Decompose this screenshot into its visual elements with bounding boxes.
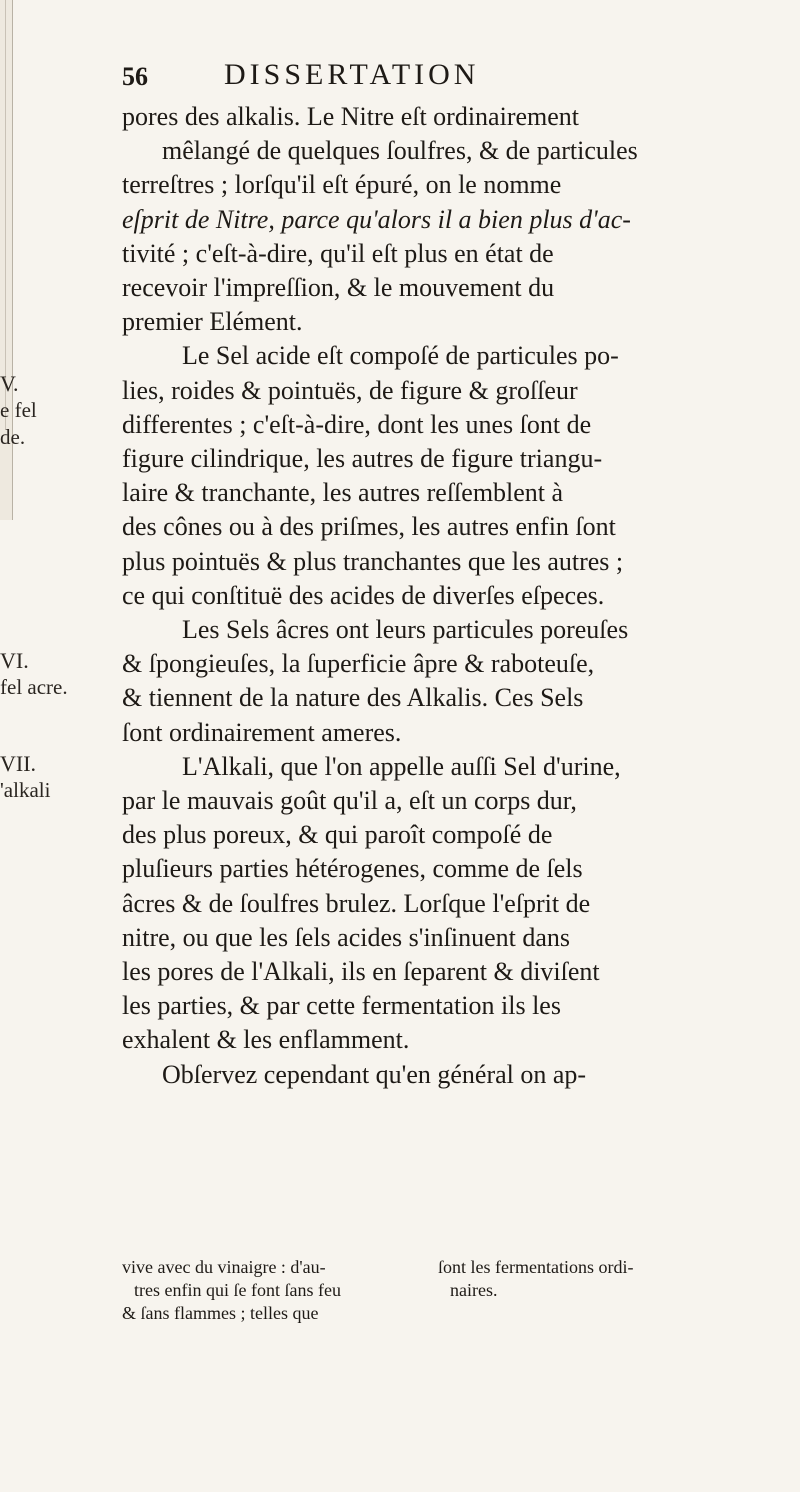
text-line: premier Elément. [122, 307, 303, 337]
margin-note-vii [0, 750, 100, 804]
text-line: Les Sels âcres ont leurs particules poreuſes [182, 615, 629, 645]
text-line: ſont ordinairement ameres. [122, 717, 402, 747]
footnote-row [122, 1279, 772, 1302]
footnote-right-line: ſont les fermentations ordi- [438, 1257, 634, 1277]
text-line: Le Sel acide eſt compoſé de particules po- [182, 341, 619, 371]
margin-note-vi [0, 647, 100, 701]
text-line: pores des alkalis. Le Nitre eſt ordinairement [122, 102, 580, 131]
text-line: recevoir l'impreſſion, & le mouvement du [122, 273, 555, 303]
running-title: DISSERTATION [224, 58, 480, 91]
margin-note-line: e fel [0, 398, 37, 422]
text-line: les parties, & par cette fermentation ils les [122, 991, 561, 1021]
text-line: eſprit de Nitre, parce qu'alors il a bien plus d'ac- [122, 204, 631, 234]
text-line: plus pointuës & plus tranchantes que les autres ; [122, 546, 624, 576]
margin-note-line: de. [0, 425, 26, 449]
footnote-left-line: & ſans flammes ; telles que [122, 1303, 319, 1323]
footnote-left-line: tres enfin qui ſe font ſans feu [134, 1280, 341, 1300]
page-edge-line [5, 0, 6, 430]
text-line: exhalent & les enflamment. [122, 1025, 410, 1055]
text-line: mêlangé de quelques ſoulfres, & de particules [162, 136, 638, 166]
margin-note-number: V. [0, 371, 19, 396]
text-line: L'Alkali, que l'on appelle auſſi Sel d'urine, [182, 751, 621, 781]
footnote-row [122, 1256, 772, 1279]
text-line: âcres & de ſoulfres brulez. Lorſque l'eſprit de [122, 888, 591, 918]
footnote-left-line: vive avec du vinaigre : d'au- [122, 1257, 326, 1277]
margin-note-line: 'alkali [0, 778, 51, 802]
footnotes [122, 1256, 772, 1325]
body-text [122, 100, 772, 1092]
text-line: par le mauvais goût qu'il a, eſt un corps dur, [122, 786, 577, 816]
page-header [122, 58, 772, 102]
text-line: ce qui conſtituë des acides de diverſes eſpeces. [122, 580, 605, 610]
page-number: 56 [122, 62, 148, 91]
margin-note-number: VII. [0, 751, 37, 776]
text-line: differentes ; c'eſt-à-dire, dont les unes ſont de [122, 409, 592, 439]
footnote-right-line: naires. [450, 1280, 498, 1300]
text-line: pluſieurs parties hétérogenes, comme de ſels [122, 854, 583, 884]
text-line: lies, roides & pointuës, de figure & groſſeur [122, 375, 578, 405]
text-line: nitre, ou que les ſels acides s'inſinuent dans [122, 922, 571, 952]
text-line: & tiennent de la nature des Alkalis. Ces Sels [122, 683, 584, 713]
margin-note-line: fel acre. [0, 675, 68, 699]
footnote-row [122, 1302, 772, 1325]
text-line: laire & tranchante, les autres reſſemblent à [122, 478, 564, 508]
text-line: terreſtres ; lorſqu'il eſt épuré, on le nomme [122, 170, 562, 200]
text-line: & ſpongieuſes, la ſuperficie âpre & raboteuſe, [122, 649, 595, 679]
text-line: les pores de l'Alkali, ils en ſeparent & diviſent [122, 957, 600, 987]
margin-note-v [0, 370, 100, 451]
text-line: tivité ; c'eſt-à-dire, qu'il eſt plus en état de [122, 238, 554, 268]
text-line: figure cilindrique, les autres de figure triangu- [122, 444, 603, 474]
text-line: des cônes ou à des priſmes, les autres enfin ſont [122, 512, 616, 542]
text-line: Obſervez cependant qu'en général on ap- [162, 1059, 587, 1089]
margin-note-number: VI. [0, 648, 29, 673]
text-line: des plus poreux, & qui paroît compoſé de [122, 820, 553, 850]
